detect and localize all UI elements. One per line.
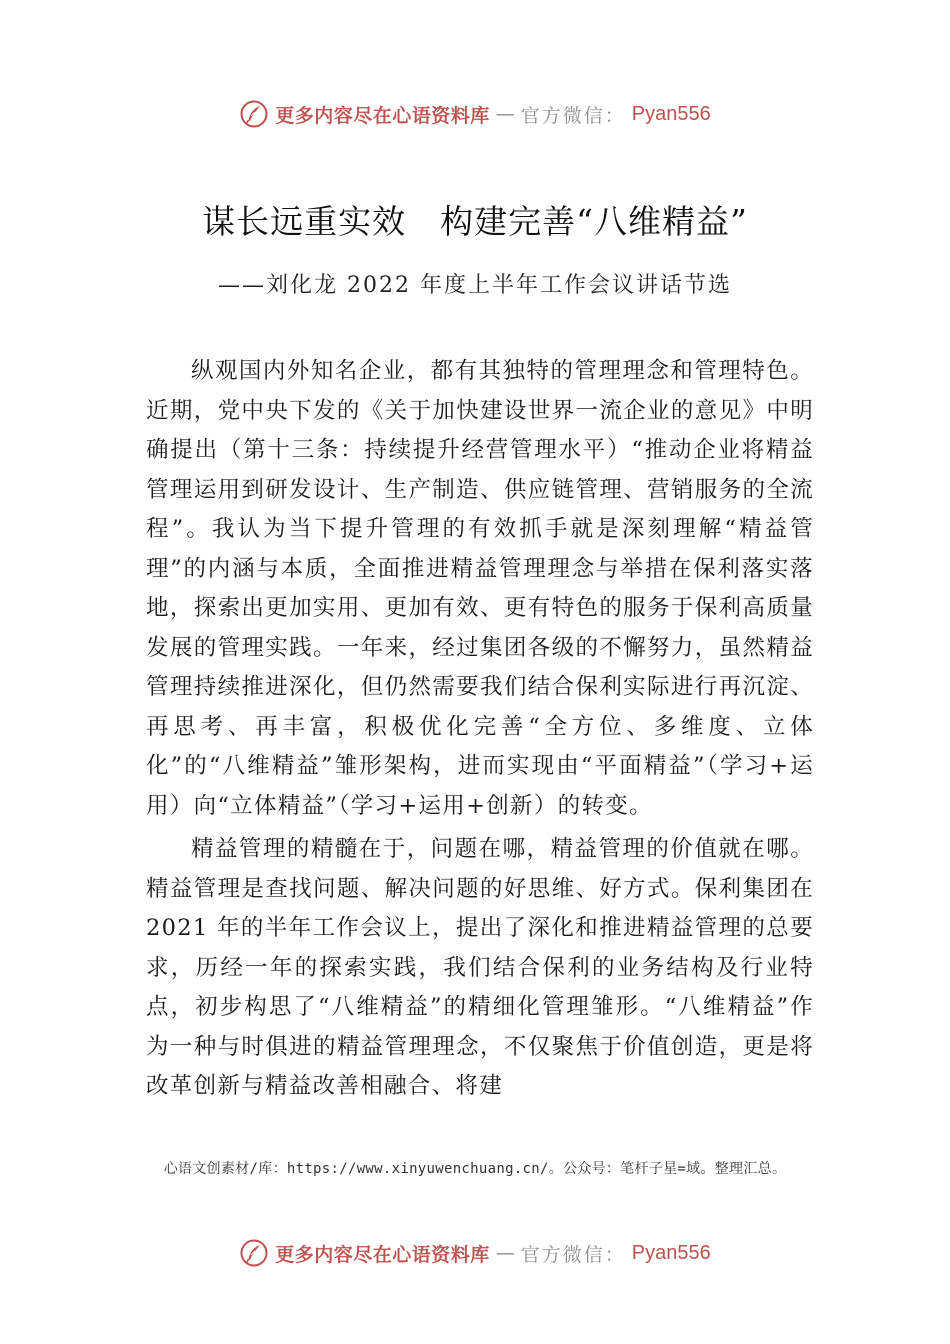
banner-brand-text: 更多内容尽在心语资料库: [275, 1243, 490, 1266]
header-banner: [0, 94, 950, 134]
banner-wechat-label: 官方微信：: [520, 104, 626, 127]
banner-brand-text: 更多内容尽在心语资料库: [275, 104, 490, 127]
body-paragraph: 精益管理的精髓在于，问题在哪，精益管理的价值就在哪。精益管理是查找问题、解决问题的好思维、好方式。保利集团在 2021 年的半年工作会议上，提出了深化和推进精益管理的总要求，历经一年的探索实践，我们结合保利的业务结构及行业特点，初步构思了“八维精益”的精细化管理雏形。“八维精益”作为一种与时俱进的精益管理理念，不仅聚焦于价值创造，更是将改革创新与精益改善相融合、将建: [146, 836, 814, 1099]
banner-dash: —: [495, 1242, 515, 1264]
banner-wechat-id: Pyan556: [631, 1241, 711, 1264]
quill-pen-logo-icon: [239, 99, 269, 129]
banner-dash: —: [495, 103, 515, 125]
document-subtitle: ——刘化龙 2022 年度上半年工作会议讲话节选: [218, 273, 732, 298]
footer-banner: [0, 1233, 950, 1273]
document-title: 谋长远重实效 构建完善“八维精益”: [202, 202, 748, 241]
quill-pen-logo-icon: [239, 1238, 269, 1268]
banner-wechat-label: 官方微信：: [520, 1243, 626, 1266]
banner-wechat-id: Pyan556: [631, 102, 711, 125]
source-footnote: 心语文创素材/库：https://www.xinyuwenchuang.cn/。公众号：笔杆子星=域。整理汇总。: [163, 1161, 787, 1177]
document-body: [146, 352, 814, 1106]
body-paragraph: 纵观国内外知名企业，都有其独特的管理理念和管理特色。近期，党中央下发的《关于加快建设世界一流企业的意见》中明确提出（第十三条：持续提升经营管理水平）“推动企业将精益管理运用到研发设计、生产制造、供应链管理、营销服务的全流程”。我认为当下提升管理的有效抓手就是深刻理解“精益管理”的内涵与本质，全面推进精益管理理念与举措在保利落实落地，探索出更加实用、更加有效、更有特色的服务于保利高质量发展的管理实践。一年来，经过集团各级的不懈努力，虽然精益管理持续推进深化，但仍然需要我们结合保利实际进行再沉淀、再思考、再丰富，积极优化完善“全方位、多维度、立体化”的“八维精益”雏形架构，进而实现由“平面精益”（学习+运用）向“立体精益”（学习+运用+创新）的转变。: [146, 358, 814, 819]
